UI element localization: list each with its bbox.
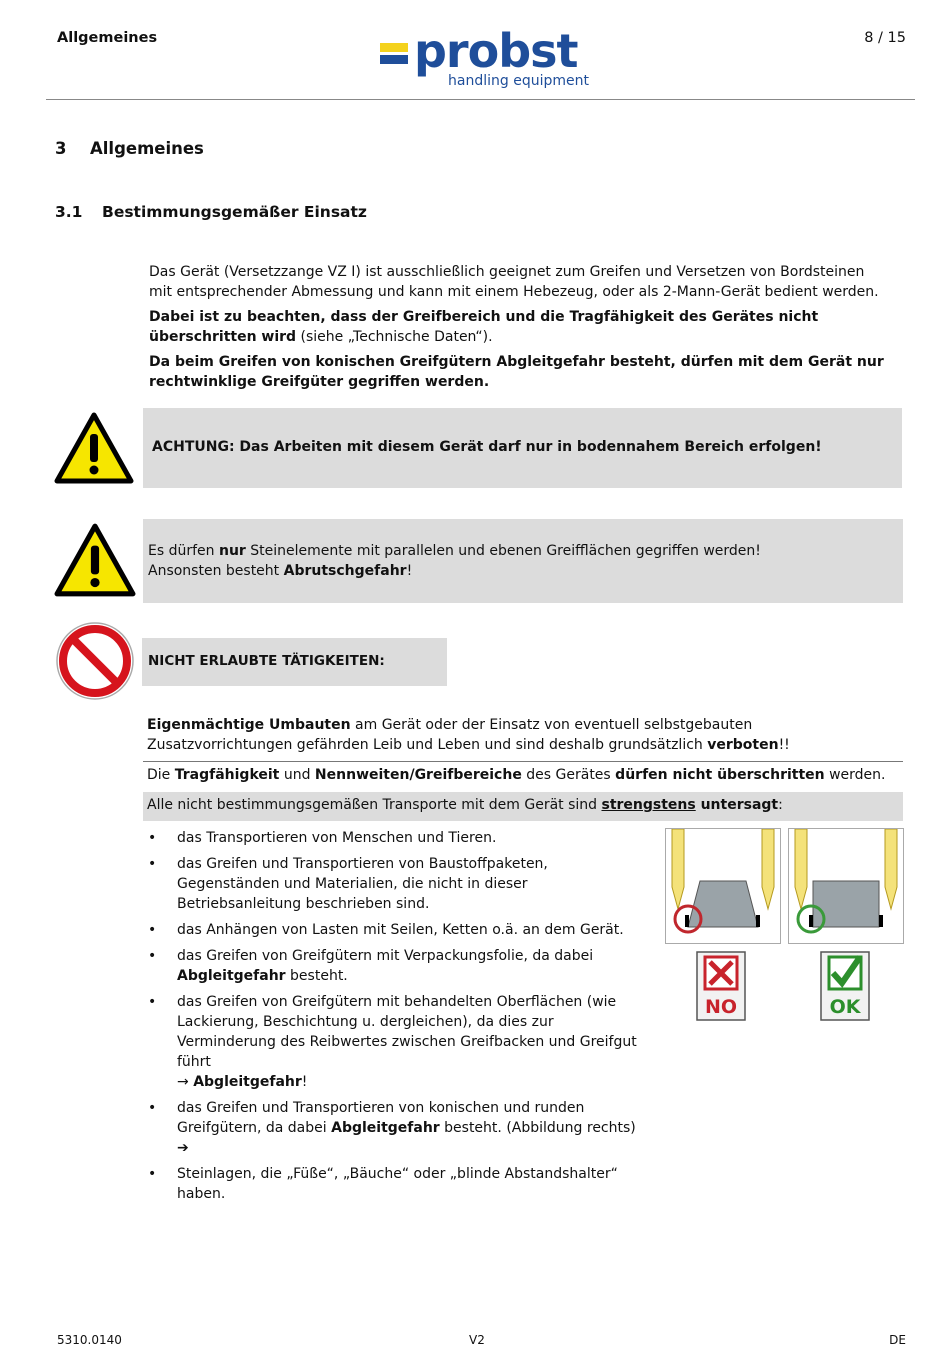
section-heading bbox=[55, 139, 204, 158]
modifications-exclaim: !! bbox=[778, 737, 790, 753]
bullet-marker: • bbox=[148, 922, 157, 938]
subsection-number: 3.1 bbox=[55, 203, 83, 221]
list-item bbox=[148, 920, 648, 940]
bullet-marker: • bbox=[148, 994, 157, 1010]
logo-wordmark: probst bbox=[414, 24, 578, 78]
section-title: Allgemeines bbox=[90, 139, 204, 158]
list-item-text: das Greifen und Transportieren von Baustoffpaketen, Gegenständen und Materialien, die nicht in dieser Betriebsanleitung beschrieben sind. bbox=[177, 856, 548, 912]
section-number: 3 bbox=[55, 139, 67, 158]
list-item-text: das Transportieren von Menschen und Tieren. bbox=[177, 830, 497, 846]
prohibition-icon bbox=[54, 620, 136, 702]
list-item-text: ! bbox=[301, 1074, 308, 1090]
capacity-bold-3: dürfen nicht überschritten bbox=[615, 767, 825, 783]
modifications-paragraph bbox=[147, 715, 897, 755]
document-language: DE bbox=[889, 1333, 906, 1347]
warning-slip-text bbox=[148, 541, 761, 581]
forbidden-colon: : bbox=[778, 797, 783, 813]
header-divider bbox=[46, 99, 915, 100]
arrow-right-icon: → bbox=[177, 1074, 194, 1090]
capacity-text-1: Die bbox=[147, 767, 175, 783]
bullet-marker: • bbox=[148, 856, 157, 872]
list-item-bold: Abgleitgefahr bbox=[177, 968, 286, 984]
forbidden-strictly: strengstens bbox=[601, 797, 696, 813]
greifbereich-ref: (siehe „Technische Daten“). bbox=[296, 329, 493, 345]
list-item-text: das Greifen von Greifgütern mit behandelten Oberflächen (wie Lackierung, Beschichtung u. dergleichen), da dies zur Verminderung des Reibwertes zwischen Greifbacken und Greifgut führt bbox=[177, 994, 637, 1070]
capacity-line bbox=[147, 767, 885, 783]
bullet-marker: • bbox=[148, 948, 157, 964]
document-version: V2 bbox=[469, 1333, 485, 1347]
conical-text: Da beim Greifen von konischen Greifgütern Abgleitgefahr besteht, dürfen mit dem Gerät nur rechtwinklige Greifgüter gegriffen werden. bbox=[149, 354, 884, 390]
greifbereich-paragraph bbox=[149, 307, 889, 347]
warning-triangle-icon bbox=[54, 412, 134, 484]
greifbereich-bold: Dabei ist zu beachten, dass der Greifbereich und die Tragfähigkeit des Gerätes nicht überschritten wird bbox=[149, 309, 819, 345]
bullet-marker: • bbox=[148, 1166, 157, 1182]
no-label: NO bbox=[704, 996, 738, 1018]
list-item-text: das Greifen und Transportieren von konischen und runden Greifgütern, da dabei bbox=[177, 1100, 585, 1136]
intro-paragraph: Das Gerät (Versetzzange VZ I) ist ausschließlich geeignet zum Greifen und Versetzen von Bordsteinen mit entsprechender Abmessung und kann mit einem Hebezeug, oder als 2-Mann-Gerät bedient werden. bbox=[149, 264, 879, 300]
modifications-text: am Gerät oder der Einsatz von eventuell selbstgebauten Zusatzvorrichtungen gefährden Leib und Leben und sind deshalb grundsätzlich bbox=[147, 717, 753, 753]
capacity-bold-1: Tragfähigkeit bbox=[174, 767, 280, 783]
no-badge-icon bbox=[696, 951, 746, 1021]
list-item-text: Steinlagen, die „Füße“, „Bäuche“ oder „blinde Abstandshalter“ haben. bbox=[177, 1166, 618, 1202]
list-item bbox=[148, 1164, 648, 1204]
list-item-bold: Abgleitgefahr bbox=[193, 1074, 302, 1090]
warning-slip-text-2: Steinelemente mit parallelen und ebenen Greifflächen gegriffen werden! bbox=[245, 543, 761, 559]
prohibited-activities-title: NICHT ERLAUBTE TÄTIGKEITEN: bbox=[148, 653, 385, 669]
conical-paragraph bbox=[149, 352, 889, 392]
warning-triangle-icon bbox=[54, 523, 136, 597]
warning-slip-text-3: Ansonsten besteht bbox=[148, 563, 284, 579]
logo-tagline: handling equipment bbox=[448, 73, 589, 89]
modifications-bold: Eigenmächtige Umbauten bbox=[147, 717, 351, 733]
forbidden-prohibited: untersagt bbox=[695, 797, 779, 813]
warning-box-slip-hazard bbox=[143, 519, 903, 603]
list-item bbox=[148, 828, 648, 848]
modifications-forbidden: verboten bbox=[707, 737, 779, 753]
ok-badge-icon bbox=[820, 951, 870, 1021]
probst-logo bbox=[380, 24, 595, 93]
content-divider bbox=[143, 761, 903, 762]
rectangular-grip-illustration bbox=[788, 828, 904, 944]
prohibited-activities-box bbox=[142, 638, 447, 686]
capacity-text-3: des Gerätes bbox=[521, 767, 616, 783]
prohibited-list bbox=[148, 828, 648, 1210]
warning-slip-text-4: ! bbox=[406, 563, 413, 579]
subsection-title: Bestimmungsgemäßer Einsatz bbox=[102, 203, 367, 221]
warning-slip-text-1: Es dürfen bbox=[148, 543, 219, 559]
ok-label: OK bbox=[829, 996, 861, 1018]
page-number: 8 / 15 bbox=[864, 30, 906, 46]
bullet-marker: • bbox=[148, 1100, 157, 1116]
forbidden-transports-line bbox=[147, 797, 783, 813]
conical-grip-illustration bbox=[665, 828, 781, 944]
list-item bbox=[148, 1098, 648, 1158]
document-number: 5310.0140 bbox=[57, 1333, 122, 1347]
list-item-text: besteht. (Abbildung rechts) ➔ bbox=[177, 1120, 636, 1156]
subsection-heading bbox=[55, 203, 367, 221]
warning-box-ground-level bbox=[143, 408, 902, 488]
list-item-text: besteht. bbox=[285, 968, 348, 984]
warning-slip-bold-hazard: Abrutschgefahr bbox=[283, 563, 407, 579]
capacity-text-4: werden. bbox=[824, 767, 886, 783]
header-section-title: Allgemeines bbox=[57, 30, 158, 46]
logo-bar-yellow bbox=[380, 43, 408, 52]
list-item bbox=[148, 946, 648, 986]
bullet-marker: • bbox=[148, 830, 157, 846]
list-item-text: das Anhängen von Lasten mit Seilen, Ketten o.ä. an dem Gerät. bbox=[177, 922, 624, 938]
warning-slip-bold-nur: nur bbox=[218, 543, 246, 559]
list-item bbox=[148, 992, 648, 1092]
list-item-bold: Abgleitgefahr bbox=[331, 1120, 440, 1136]
capacity-bold-2: Nennweiten/Greifbereiche bbox=[314, 767, 522, 783]
warning-ground-level-text: ACHTUNG: Das Arbeiten mit diesem Gerät darf nur in bodennahem Bereich erfolgen! bbox=[152, 439, 822, 455]
logo-bar-blue bbox=[380, 55, 408, 64]
capacity-text-2: und bbox=[279, 767, 315, 783]
list-item bbox=[148, 854, 648, 914]
list-item-text: das Greifen von Greifgütern mit Verpackungsfolie, da dabei bbox=[177, 948, 594, 964]
forbidden-text-1: Alle nicht bestimmungsgemäßen Transporte mit dem Gerät sind bbox=[147, 797, 602, 813]
